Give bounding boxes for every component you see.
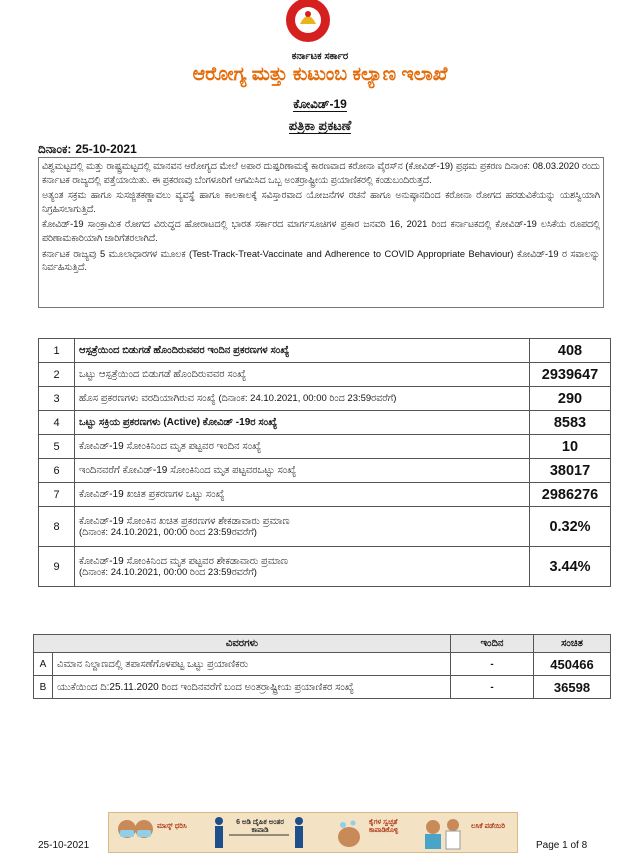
row-key: B <box>34 676 53 699</box>
intro-paragraph: ಅತ್ಯಂತ ಸಕ್ರಮ ಹಾಗೂ ಸುಸಜ್ಜಿತಕಣ್ಣಾವಲು ವ್ಯವಸ್ಥೆ ಹಾಗೂ ಕಾಲಕಾಲಕ್ಕೆ ಸವಿಸ್ತಾರವಾದ ಯೋಜನೆಗಳ ರಚನೆ ಹಾಗೂ ಅನುಷ್ಠಾನದಿಂದ ಕರೋನಾ ರೋಗದ ಹರಡುವಿಕೆಯನ್ನು ಯಶಸ್ವಿಯಾಗಿ ನಿಗ್ರಹಿಸಲಾಗುತ್ತಿದೆ. <box>42 190 600 214</box>
date-label: ದಿನಾಂಕ: <box>38 142 72 156</box>
mask-icon <box>115 815 155 851</box>
row-value: 38017 <box>530 459 611 483</box>
table-row <box>39 411 611 435</box>
vaccine-icon <box>419 815 465 851</box>
row-value: 290 <box>530 387 611 411</box>
row-key: A <box>34 653 53 676</box>
intro-paragraph: ಕರ್ನಾಟಕ ರಾಜ್ಯವು 5 ಮೂಲಾಧಾರಗಳ ಮೂಲಕ (Test-Track-Treat-Vaccinate and Adherence to COVID Appropriate Behaviour) ಕೋವಿಡ್-19 ರ ಸವಾಲನ್ನು ನಿರ್ವಹಿಸುತ್ತಿದೆ. <box>42 248 600 273</box>
row-description-sub: (ದಿನಾಂಕ: 24.10.2021, 00:00 ರಿಂದ 23:59ರವರೆಗೆ) <box>79 566 257 578</box>
row-value: 8583 <box>530 411 611 435</box>
row-value: 2986276 <box>530 483 611 507</box>
covid-stats-table <box>38 338 611 587</box>
row-description-main: ಕೋವಿಡ್-19 ಸೋಂಕಿನ ಖಚಿತ ಪ್ರಕರಣಗಳ ಶೇಕಡಾವಾರು ಪ್ರಮಾಣ <box>79 515 290 527</box>
row-number: 7 <box>39 483 75 507</box>
row-description <box>75 547 530 587</box>
row-number: 3 <box>39 387 75 411</box>
row-description: ಇಂದಿನವರೆಗೆ ಕೋವಿಡ್-19 ಸೋಂಕಿನಿಂದ ಮೃತ ಪಟ್ಟವರಒಟ್ಟು ಸಂಖ್ಯೆ <box>75 459 530 483</box>
row-description: ಒಟ್ಟು ಸಕ್ರಿಯ ಪ್ರಕರಣಗಳು (Active) ಕೋವಿಡ್ -19ರ ಸಂಖ್ಯೆ <box>75 411 530 435</box>
hand-wash-icon <box>331 815 367 851</box>
row-value: 3.44% <box>530 547 611 587</box>
document-type-heading: ಪತ್ರಿಕಾ ಪ್ರಕಟಣೆ <box>288 118 352 133</box>
row-description: ಕೋವಿಡ್-19 ಸೋಂಕಿನಿಂದ ಮೃತ ಪಟ್ಟವರ ಇಂದಿನ ಸಂಖ್ಯೆ <box>75 435 530 459</box>
travel-table <box>33 634 611 699</box>
column-header-today: ಇಂದಿನ <box>451 635 534 653</box>
row-value: 408 <box>530 339 611 363</box>
row-description-sub: (ದಿನಾಂಕ: 24.10.2021, 00:00 ರಿಂದ 23:59ರವರೆಗೆ) <box>218 393 397 404</box>
intro-box <box>38 157 604 308</box>
row-today: - <box>451 676 534 699</box>
row-cumulative: 450466 <box>534 653 611 676</box>
row-description: ವಿಮಾನ ನಿಲ್ದಾಣದಲ್ಲಿ ತಪಾಸಣೆಗೊಳಪಟ್ಟ ಒಟ್ಟು ಪ್ರಯಾಣಿಕರು <box>53 653 451 676</box>
row-description: ಆಸ್ಪತ್ರೆಯಿಂದ ಬಿಡುಗಡೆ ಹೊಂದಿರುವವರ ಇಂದಿನ ಪ್ರಕರಣಗಳ ಸಂಖ್ಯೆ <box>75 339 530 363</box>
row-description-main: ಕೋವಿಡ್-19 ಸೋಂಕಿನಿಂದ ಮೃತ ಪಟ್ಟವರ ಶೇಕಡಾವಾರು ಪ್ರಮಾಣ <box>79 555 289 567</box>
intro-paragraph: ಕೋವಿಡ್-19 ಸಾಂಕ್ರಾಮಿಕ ರೋಗದ ವಿರುದ್ಧದ ಹೋರಾಟದಲ್ಲಿ ಭಾರತ ಸರ್ಕಾರದ ಮಾರ್ಗಸೂಚಿಗಳ ಪ್ರಕಾರ ಜನವರಿ 16, 2021 ರಿಂದ ಕರ್ನಾಟಕದಲ್ಲಿ ಕೋವಿಡ್-19 ಲಸಿಕೆಯ ರೂಪದಲ್ಲಿ ಪರಿಣಾಮಕಾರಿಯಾಗಿ ಜಾರಿಗೆತರಲಾಗಿದೆ. <box>42 219 600 243</box>
table-row <box>39 507 611 547</box>
row-today: - <box>451 653 534 676</box>
row-number: 6 <box>39 459 75 483</box>
row-number: 4 <box>39 411 75 435</box>
row-description: ಒಟ್ಟು ಆಸ್ಪತ್ರೆಯಿಂದ ಬಿಡುಗಡೆ ಹೊಂದಿರುವವರ ಸಂಖ್ಯೆ <box>75 363 530 387</box>
column-header-cumulative: ಸಂಚಿತ <box>534 635 611 653</box>
hands-text: ಕೈಗಳ ಸ್ವಚ್ಛತೆ ಕಾಪಾಡಿಕೊಳ್ಳಿ <box>369 819 399 834</box>
vaccine-text: ಲಸಿಕೆ ಪಡೆಯಿರಿ <box>471 823 506 830</box>
table-row <box>39 339 611 363</box>
row-description-sub: (ದಿನಾಂಕ: 24.10.2021, 00:00 ರಿಂದ 23:59ರವರೆಗೆ) <box>79 526 257 538</box>
release-date: 25-10-2021 <box>75 142 137 156</box>
row-number: 5 <box>39 435 75 459</box>
date-line <box>38 142 137 157</box>
table-row <box>39 387 611 411</box>
table-row <box>39 459 611 483</box>
topic-heading: ಕೋವಿಡ್-19 <box>293 97 347 111</box>
row-value: 2939647 <box>530 363 611 387</box>
table-row <box>34 676 611 699</box>
row-description <box>75 507 530 547</box>
department-title: ಆರೋಗ್ಯ ಮತ್ತು ಕುಟುಂಬ ಕಲ್ಯಾಣ ಇಲಾಖೆ <box>192 64 448 85</box>
row-number: 1 <box>39 339 75 363</box>
intro-paragraph: ವಿಶ್ವಮಟ್ಟದಲ್ಲಿ ಮತ್ತು ರಾಷ್ಟ್ರಮಟ್ಟದಲ್ಲಿ ಮಾನವನ ಆರೋಗ್ಯದ ಮೇಲೆ ಅಪಾರ ದುಷ್ಪರಿಣಾಮಕ್ಕೆ ಕಾರಣವಾದ ಕರೋನಾ ವೈರಸ್‌ನ (ಕೋವಿಡ್-19) ಪ್ರಥಮ ಪ್ರಕರಣ ದಿನಾಂಕ: 08.03.2020 ರಂದು ಕರ್ನಾಟಕ ರಾಜ್ಯದಲ್ಲಿ ಪತ್ತೆಯಾಯಿತು. ಈ ಪ್ರಕರಣವು ಬೆಂಗಳೂರಿಗೆ ಆಗಮಿಸಿದ ಒಬ್ಬ ಅಂತರ್ರಾಷ್ಟ್ರೀಯ ಪ್ರಯಾಣಿಕರಲ್ಲಿ ಕಂಡುಬಂದಿರುತ್ತದೆ. <box>42 161 600 185</box>
row-description: ಯುಕೆಯಿಂದ ದಿ:25.11.2020 ರಿಂದ ಇಂದಿನವರೆಗೆ ಬಂದ ಅಂತರ್ರಾಷ್ಟ್ರೀಯ ಪ್ರಯಾಣಿಕರ ಸಂಖ್ಯೆ <box>53 676 451 699</box>
table-row <box>34 653 611 676</box>
table-row <box>39 435 611 459</box>
table-row <box>39 483 611 507</box>
table-row <box>39 363 611 387</box>
page-number: Page 1 of 8 <box>536 840 588 851</box>
mask-text: ಮಾಸ್ಕ್ ಧರಿಸಿ <box>157 823 187 830</box>
row-description: ಕೋವಿಡ್-19 ಖಚಿತ ಪ್ರಕರಣಗಳ ಒಟ್ಟು ಸಂಖ್ಯೆ <box>75 483 530 507</box>
row-description <box>75 387 530 411</box>
table-header-row <box>34 635 611 653</box>
table-row <box>39 547 611 587</box>
covid-appropriate-behaviour-banner <box>108 812 518 853</box>
row-description-main: ಹೊಸ ಪ್ರಕರಣಗಳು ವರದಿಯಾಗಿರುವ ಸಂಖ್ಯೆ <box>79 393 216 404</box>
footer-date: 25-10-2021 <box>38 840 90 851</box>
row-number: 8 <box>39 507 75 547</box>
government-name: ಕರ್ನಾಟಕ ಸರ್ಕಾರ <box>291 51 349 62</box>
column-header-details: ವಿವರಗಳು <box>34 635 451 653</box>
karnataka-emblem-logo <box>272 0 344 48</box>
row-number: 2 <box>39 363 75 387</box>
row-number: 9 <box>39 547 75 587</box>
row-value: 10 <box>530 435 611 459</box>
row-value: 0.32% <box>530 507 611 547</box>
distance-text: 6 ಅಡಿ ದೈಹಿಕ ಅಂತರ ಕಾಪಾಡಿ <box>236 819 284 834</box>
row-cumulative: 36598 <box>534 676 611 699</box>
